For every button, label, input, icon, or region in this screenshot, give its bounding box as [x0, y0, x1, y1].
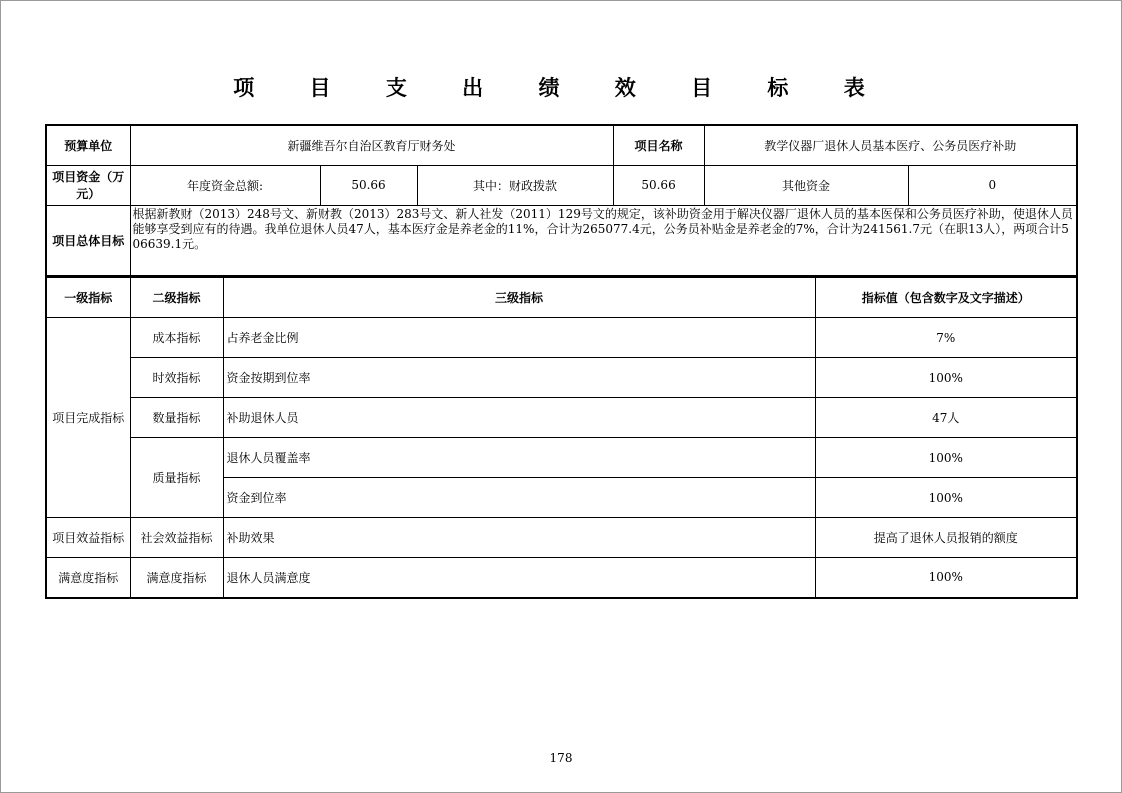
quantity-level3: 补助退休人员 [223, 398, 815, 438]
budget-unit-row [46, 125, 1077, 165]
project-name-value: 教学仪器厂退休人员基本医疗、公务员医疗补助 [704, 125, 1077, 165]
page-number: 178 [549, 751, 573, 765]
table-row [46, 558, 1077, 598]
goal-text: 根据新教财（2013）248号文、新财教（2013）283号文、新人社发（2011）129号文的规定，该补助资金用于解决仪器厂退休人员的基本医保和公务员医疗补助，使退休人员能够享受到应有的待遇。我单位退休人员47人，基本医疗金是养老金的11%，合计为265077.4元，公务员补贴金是养老金的7%，合计为241561.7元（在职13人），两项合计506639.1元。 [130, 205, 1077, 276]
project-info-table [45, 124, 1078, 277]
indicator-header-row [46, 278, 1077, 318]
budget-unit-value: 新疆维吾尔自治区教育厅财务处 [130, 125, 613, 165]
table-row [46, 518, 1077, 558]
satisfaction-level1: 满意度指标 [46, 558, 130, 598]
value-header: 指标值（包含数字及文字描述） [815, 278, 1077, 318]
table-row [46, 438, 1077, 478]
benefit-value: 提高了退休人员报销的额度 [815, 518, 1077, 558]
cost-value: 7% [815, 318, 1077, 358]
satisfaction-level3: 退休人员满意度 [223, 558, 815, 598]
level1-header: 一级指标 [46, 278, 130, 318]
cost-level2: 成本指标 [130, 318, 223, 358]
other-funds-value: 0 [908, 165, 1077, 205]
satisfaction-value: 100% [815, 558, 1077, 598]
annual-total-label: 年度资金总额: [130, 165, 320, 205]
benefit-level3: 补助效果 [223, 518, 815, 558]
quantity-level2: 数量指标 [130, 398, 223, 438]
completion-level1: 项目完成指标 [46, 318, 130, 518]
timeliness-value: 100% [815, 358, 1077, 398]
other-funds-label: 其他资金 [704, 165, 908, 205]
table-row [46, 398, 1077, 438]
table-row [46, 318, 1077, 358]
table-row [46, 358, 1077, 398]
level2-header: 二级指标 [130, 278, 223, 318]
goal-label: 项目总体目标 [46, 205, 130, 276]
fiscal-value: 50.66 [613, 165, 704, 205]
annual-total-value: 50.66 [320, 165, 417, 205]
level3-header: 三级指标 [223, 278, 815, 318]
funds-row [46, 165, 1077, 205]
project-name-label: 项目名称 [613, 125, 704, 165]
quality-funds-value: 100% [815, 478, 1077, 518]
timeliness-level3: 资金按期到位率 [223, 358, 815, 398]
benefit-level1: 项目效益指标 [46, 518, 130, 558]
document-title: 项 目 支 出 绩 效 目 标 表 [233, 76, 889, 100]
indicator-table [45, 277, 1078, 599]
budget-unit-label: 预算单位 [46, 125, 130, 165]
satisfaction-level2: 满意度指标 [130, 558, 223, 598]
quality-level2: 质量指标 [130, 438, 223, 518]
quality-coverage-level3: 退休人员覆盖率 [223, 438, 815, 478]
quantity-value: 47人 [815, 398, 1077, 438]
quality-funds-level3: 资金到位率 [223, 478, 815, 518]
cost-level3: 占养老金比例 [223, 318, 815, 358]
benefit-level2: 社会效益指标 [130, 518, 223, 558]
goal-row [46, 205, 1077, 276]
funds-label: 项目资金（万元） [46, 165, 130, 205]
fiscal-label: 其中：财政拨款 [417, 165, 613, 205]
quality-coverage-value: 100% [815, 438, 1077, 478]
timeliness-level2: 时效指标 [130, 358, 223, 398]
